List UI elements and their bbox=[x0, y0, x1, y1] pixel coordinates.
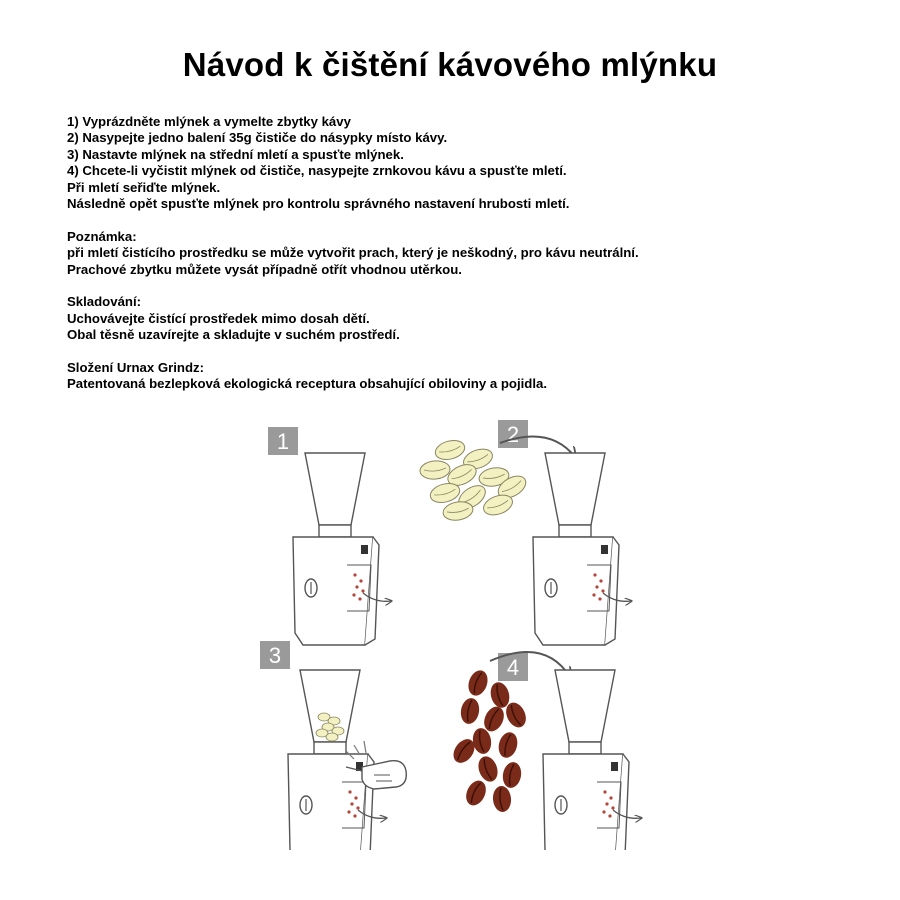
storage-section bbox=[67, 294, 867, 343]
storage-heading: Skladování: bbox=[67, 294, 142, 310]
step-4-number: 4 bbox=[506, 655, 520, 680]
cleaner-pellets-icon bbox=[419, 437, 529, 522]
step-4-panel bbox=[449, 652, 641, 850]
composition-line: Patentovaná bezlepková ekologická receptura obsahující obiloviny a pojidla. bbox=[67, 376, 548, 392]
composition-heading: Složení Urnax Grindz: bbox=[67, 360, 205, 376]
coffee-beans-icon bbox=[449, 668, 529, 813]
instruction-line: 2) Nasypejte jedno balení 35g čističe do násypky místo kávy. bbox=[67, 130, 448, 146]
composition-section bbox=[67, 360, 867, 393]
instruction-line: 4) Chcete-li vyčistit mlýnek od čističe, nasypejte zrnkovou kávu a spusťte mletí. bbox=[67, 163, 567, 179]
step-2-panel bbox=[419, 420, 631, 645]
instruction-line: Následně opět spusťte mlýnek pro kontrolu správného nastavení hrubosti mletí. bbox=[67, 196, 570, 212]
step-3-panel bbox=[260, 641, 406, 850]
grinder-icon bbox=[543, 670, 641, 850]
instruction-line: 1) Vyprázdněte mlýnek a vymelte zbytky kávy bbox=[67, 114, 351, 129]
note-line: při mletí čistícího prostředku se může vytvořit prach, který je neškodný, pro kávu neutrální. bbox=[67, 245, 639, 261]
storage-line: Uchovávejte čistící prostředek mimo dosah dětí. bbox=[67, 310, 370, 326]
page-title: Návod k čištění kávového mlýnku bbox=[182, 46, 718, 83]
step-2-number: 2 bbox=[506, 422, 520, 447]
step-1-number: 1 bbox=[276, 429, 290, 454]
note-heading: Poznámka: bbox=[67, 228, 137, 244]
instructions-text bbox=[67, 114, 867, 409]
grinder-icon bbox=[293, 453, 391, 645]
note-section bbox=[67, 229, 867, 278]
cleaning-illustration bbox=[250, 415, 650, 850]
grinder-icon bbox=[533, 453, 631, 645]
grinder-icon bbox=[288, 670, 386, 850]
storage-line: Obal těsně uzavírejte a skladujte v suchém prostředí. bbox=[67, 327, 400, 343]
instruction-line: Při mletí seřiďte mlýnek. bbox=[67, 179, 221, 195]
step-3-number: 3 bbox=[268, 643, 282, 668]
note-line: Prachové zbytku můžete vysát případně otřít vhodnou utěrkou. bbox=[67, 261, 462, 277]
instructions-steps bbox=[67, 114, 867, 212]
instruction-line: 3) Nastavte mlýnek na střední mletí a spusťte mlýnek. bbox=[67, 146, 404, 162]
step-1-panel bbox=[268, 427, 391, 645]
